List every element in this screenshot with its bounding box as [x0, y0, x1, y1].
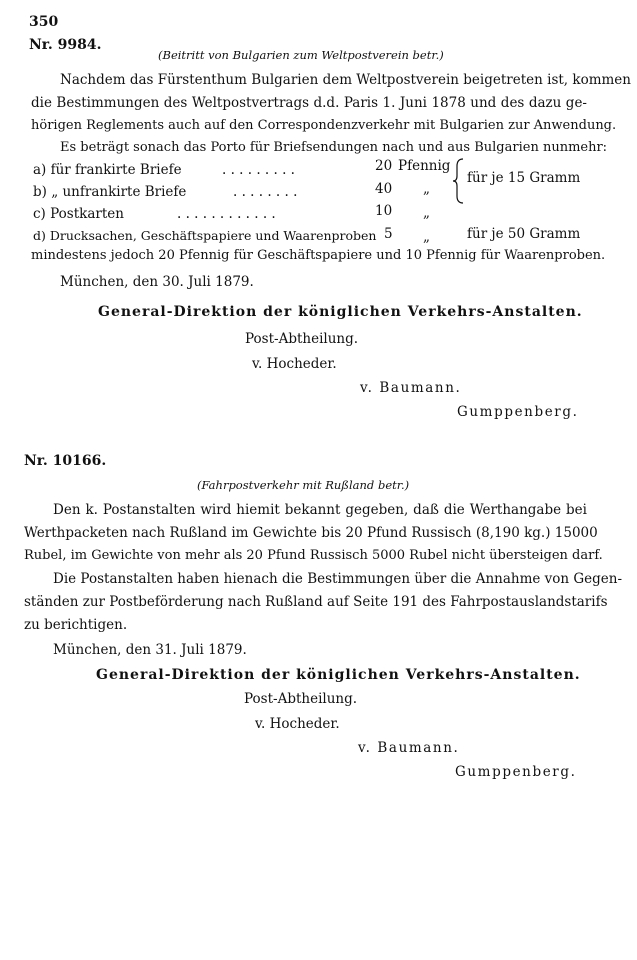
rate-a-value: 20 [375, 158, 393, 174]
brace-icon [452, 158, 466, 208]
paragraph-line: Rubel, im Gewichte von mehr als 20 Pfund Russisch 5000 Rubel nicht übersteigen darf. [24, 548, 603, 563]
rate-b-value: 40 [375, 181, 393, 197]
porto-intro: Es beträgt sonach das Porto für Briefsendungen nach und aus Bulgarien nunmehr: [60, 140, 608, 155]
section-number: Nr. 9984. [29, 37, 102, 53]
rate-d-note: für je 50 Gramm [467, 226, 581, 242]
signature-hocheder: v. Hocheder. [255, 716, 340, 732]
rate-d-label: d) Drucksachen, Geschäftspapiere und Waarenproben [33, 228, 377, 243]
rate-a-label: a) für frankirte Briefe [33, 162, 182, 178]
date-line: München, den 30. Juli 1879. [60, 274, 254, 290]
rate-c-label: c) Postkarten [33, 206, 124, 222]
rate-c-value: 10 [375, 203, 393, 219]
rate-d-value: 5 [384, 226, 393, 242]
signature-hocheder: v. Hocheder. [252, 356, 337, 372]
authority-heading: General-Direktion der königlichen Verkehrs-Anstalten. [96, 667, 581, 683]
paragraph-line: die Bestimmungen des Weltpostvertrags d.d. Paris 1. Juni 1878 und des dazu ge- [31, 95, 587, 111]
paragraph-line: zu berichtigen. [24, 617, 128, 633]
paragraph-line: Werthpacketen nach Rußland im Gewichte bis 20 Pfund Russisch (8,190 kg.) 15000 [24, 525, 598, 541]
department-label: Post-Abtheilung. [245, 331, 359, 347]
authority-heading: General-Direktion der königlichen Verkehrs-Anstalten. [98, 304, 583, 320]
date-line: München, den 31. Juli 1879. [53, 642, 247, 658]
signature-gumppenberg: Gumppenberg. [455, 764, 577, 780]
paragraph-line: Den k. Postanstalten wird hiemit bekannt gegeben, daß die Werthangabe bei [53, 502, 587, 518]
signature-baumann: v. Baumann. [358, 740, 460, 756]
rate-a-dots: . . . . . . . . . [222, 162, 295, 178]
department-label: Post-Abtheilung. [244, 691, 358, 707]
rate-b-unit: „ [423, 181, 430, 197]
rate-brace-note: für je 15 Gramm [467, 170, 581, 186]
section-subject: (Fahrpostverkehr mit Rußland betr.) [197, 478, 410, 492]
section-subject: (Beitritt von Bulgarien zum Weltpostverein betr.) [158, 48, 444, 62]
rate-b-label: b) „ unfrankirte Briefe [33, 184, 187, 200]
page-number: 350 [29, 14, 59, 30]
rate-b-dots: . . . . . . . . [233, 184, 298, 200]
paragraph-line: Die Postanstalten haben hienach die Bestimmungen über die Annahme von Gegen- [53, 571, 623, 587]
rate-c-dots: . . . . . . . . . . . . [177, 206, 276, 222]
signature-baumann: v. Baumann. [360, 380, 462, 396]
paragraph-line: Nachdem das Fürstenthum Bulgarien dem Weltpostverein beigetreten ist, kommen [60, 72, 631, 88]
paragraph-line: ständen zur Postbeförderung nach Rußland auf Seite 191 des Fahrpostauslandstarifs [24, 594, 608, 610]
rate-c-unit: „ [423, 205, 430, 221]
rate-d-continuation: mindestens jedoch 20 Pfennig für Geschäftspapiere und 10 Pfennig für Waarenproben. [31, 248, 606, 263]
signature-gumppenberg: Gumppenberg. [457, 404, 579, 420]
rate-d-unit: „ [423, 229, 430, 245]
paragraph-line: hörigen Reglements auch auf den Correspondenzverkehr mit Bulgarien zur Anwendung. [31, 118, 617, 133]
section-number: Nr. 10166. [24, 453, 107, 469]
rate-a-unit: Pfennig [398, 158, 451, 174]
